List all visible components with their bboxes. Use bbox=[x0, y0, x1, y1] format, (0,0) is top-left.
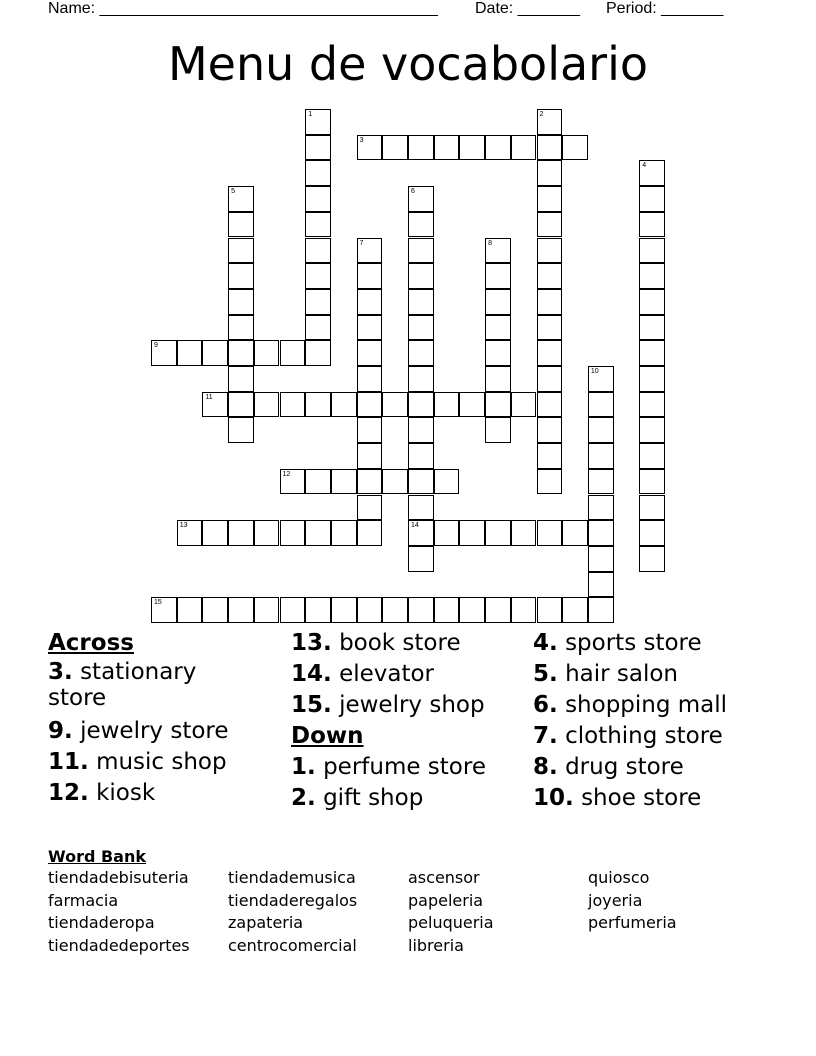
crossword-cell[interactable] bbox=[537, 443, 563, 469]
clue-number: 3 bbox=[359, 136, 364, 144]
crossword-cell[interactable] bbox=[485, 597, 511, 623]
crossword-cell[interactable] bbox=[639, 186, 665, 212]
crossword-cell[interactable] bbox=[228, 520, 254, 546]
crossword-cell[interactable] bbox=[485, 417, 511, 443]
clue-down-4: 4. sports store bbox=[533, 630, 702, 656]
crossword-cell[interactable] bbox=[459, 520, 485, 546]
crossword-cell[interactable] bbox=[254, 520, 280, 546]
crossword-cell[interactable] bbox=[357, 366, 383, 392]
clue-number: 9 bbox=[154, 342, 158, 350]
crossword-cell[interactable] bbox=[537, 597, 563, 623]
crossword-cell[interactable] bbox=[588, 392, 614, 418]
crossword-cell[interactable] bbox=[408, 417, 434, 443]
crossword-cell[interactable] bbox=[280, 469, 306, 495]
crossword-cell[interactable] bbox=[202, 392, 228, 418]
crossword-cell[interactable] bbox=[485, 315, 511, 341]
crossword-cell[interactable] bbox=[639, 392, 665, 418]
crossword-cell[interactable] bbox=[305, 186, 331, 212]
clue-across-3: 3. stationary store bbox=[48, 659, 197, 711]
word-bank-word: tiendadedeportes bbox=[48, 935, 190, 955]
crossword-cell[interactable] bbox=[357, 597, 383, 623]
crossword-cell[interactable] bbox=[562, 597, 588, 623]
crossword-cell[interactable] bbox=[485, 238, 511, 264]
clue-down-7: 7. clothing store bbox=[533, 723, 723, 749]
word-bank-column-1 bbox=[48, 867, 190, 957]
crossword-cell[interactable] bbox=[639, 366, 665, 392]
crossword-cell[interactable] bbox=[280, 520, 306, 546]
crossword-cell[interactable] bbox=[511, 392, 537, 418]
crossword-cell[interactable] bbox=[639, 443, 665, 469]
crossword-cell[interactable] bbox=[254, 597, 280, 623]
word-bank-title: Word Bank bbox=[48, 847, 147, 866]
crossword-cell[interactable] bbox=[305, 263, 331, 289]
clue-number: 6 bbox=[411, 188, 415, 196]
word-bank-word: tiendaderopa bbox=[48, 913, 155, 932]
crossword-cell[interactable] bbox=[537, 417, 563, 443]
word-bank-word: libreria bbox=[408, 935, 464, 955]
crossword-cell[interactable] bbox=[408, 135, 434, 161]
crossword-cell[interactable] bbox=[357, 135, 383, 161]
crossword-cell[interactable] bbox=[588, 443, 614, 469]
crossword-cell[interactable] bbox=[177, 520, 203, 546]
crossword-cell[interactable] bbox=[177, 340, 203, 366]
crossword-cell[interactable] bbox=[305, 160, 331, 186]
crossword-cell[interactable] bbox=[305, 109, 331, 135]
crossword-cell[interactable] bbox=[228, 263, 254, 289]
clue-across-15: 15. jewelry shop bbox=[291, 692, 485, 718]
name-field[interactable]: Name: ______________________________________ bbox=[48, 0, 438, 17]
crossword-cell[interactable] bbox=[408, 212, 434, 238]
crossword-cell[interactable] bbox=[228, 238, 254, 264]
crossword-cell[interactable] bbox=[408, 392, 434, 418]
crossword-cell[interactable] bbox=[382, 392, 408, 418]
date-field[interactable]: Date: _______ bbox=[475, 0, 580, 17]
down-heading: Down bbox=[291, 723, 364, 749]
crossword-cell[interactable] bbox=[305, 212, 331, 238]
crossword-cell[interactable] bbox=[588, 546, 614, 572]
crossword-cell[interactable] bbox=[434, 520, 460, 546]
crossword-cell[interactable] bbox=[228, 392, 254, 418]
crossword-cell[interactable] bbox=[485, 366, 511, 392]
crossword-cell[interactable] bbox=[280, 392, 306, 418]
crossword-cell[interactable] bbox=[357, 417, 383, 443]
crossword-cell[interactable] bbox=[639, 417, 665, 443]
crossword-cell[interactable] bbox=[408, 443, 434, 469]
crossword-cell[interactable] bbox=[485, 340, 511, 366]
crossword-cell[interactable] bbox=[639, 520, 665, 546]
crossword-cell[interactable] bbox=[408, 366, 434, 392]
crossword-cell[interactable] bbox=[228, 212, 254, 238]
crossword-cell[interactable] bbox=[639, 546, 665, 572]
crossword-cell[interactable] bbox=[305, 520, 331, 546]
crossword-cell[interactable] bbox=[511, 520, 537, 546]
crossword-cell[interactable] bbox=[639, 315, 665, 341]
word-bank-column-3 bbox=[408, 867, 494, 957]
crossword-cell[interactable] bbox=[305, 289, 331, 315]
crossword-cell[interactable] bbox=[537, 186, 563, 212]
word-bank-column-4 bbox=[588, 867, 677, 935]
crossword-cell[interactable] bbox=[537, 212, 563, 238]
crossword-cell[interactable] bbox=[537, 289, 563, 315]
crossword-cell[interactable] bbox=[459, 392, 485, 418]
word-bank-word: peluqueria bbox=[408, 913, 494, 932]
crossword-cell[interactable] bbox=[511, 135, 537, 161]
crossword-cell[interactable] bbox=[357, 289, 383, 315]
clue-down-2: 2. gift shop bbox=[291, 785, 424, 811]
period-field[interactable]: Period: _______ bbox=[606, 0, 724, 17]
crossword-cell[interactable] bbox=[331, 597, 357, 623]
crossword-cell[interactable] bbox=[485, 520, 511, 546]
crossword-cell[interactable] bbox=[537, 366, 563, 392]
crossword-cell[interactable] bbox=[639, 238, 665, 264]
crossword-cell[interactable] bbox=[588, 520, 614, 546]
word-bank-word: perfumeria bbox=[588, 913, 677, 932]
crossword-cell[interactable] bbox=[639, 340, 665, 366]
crossword-cell[interactable] bbox=[588, 417, 614, 443]
crossword-cell[interactable] bbox=[588, 597, 614, 623]
clue-number: 2 bbox=[539, 111, 544, 118]
clue-across-14: 14. elevator bbox=[291, 661, 435, 687]
clue-number: 4 bbox=[642, 162, 647, 170]
crossword-cell[interactable] bbox=[408, 289, 434, 315]
crossword-cell[interactable] bbox=[537, 263, 563, 289]
crossword-cell[interactable] bbox=[562, 520, 588, 546]
clue-down-1: 1. perfume store bbox=[291, 754, 486, 780]
word-bank-word: farmacia bbox=[48, 890, 119, 910]
crossword-cell[interactable] bbox=[485, 135, 511, 161]
clue-number: 12 bbox=[282, 470, 291, 478]
crossword-cell[interactable] bbox=[408, 186, 434, 212]
crossword-cell[interactable] bbox=[254, 392, 280, 418]
crossword-cell[interactable] bbox=[357, 315, 383, 341]
clue-down-5: 5. hair salon bbox=[533, 661, 679, 687]
crossword-cell[interactable] bbox=[305, 340, 331, 366]
crossword-cell[interactable] bbox=[639, 160, 665, 186]
crossword-cell[interactable] bbox=[357, 469, 383, 495]
clue-number: 7 bbox=[359, 239, 364, 247]
crossword-cell[interactable] bbox=[357, 392, 383, 418]
crossword-cell[interactable] bbox=[485, 289, 511, 315]
crossword-cell[interactable] bbox=[202, 597, 228, 623]
crossword-cell[interactable] bbox=[537, 340, 563, 366]
crossword-cell[interactable] bbox=[202, 520, 228, 546]
crossword-cell[interactable] bbox=[305, 392, 331, 418]
crossword-cell[interactable] bbox=[537, 469, 563, 495]
clue-down-6: 6. shopping mall bbox=[533, 692, 728, 718]
crossword-cell[interactable] bbox=[408, 546, 434, 572]
crossword-cell[interactable] bbox=[537, 109, 563, 135]
crossword-cell[interactable] bbox=[382, 135, 408, 161]
clue-number: 14 bbox=[411, 522, 419, 530]
crossword-cell[interactable] bbox=[151, 597, 177, 623]
crossword-cell[interactable] bbox=[639, 263, 665, 289]
crossword-cell[interactable] bbox=[357, 238, 383, 264]
crossword-cell[interactable] bbox=[305, 238, 331, 264]
clues-column-2 bbox=[291, 628, 486, 814]
crossword-cell[interactable] bbox=[562, 135, 588, 161]
crossword-cell[interactable] bbox=[382, 469, 408, 495]
clue-number: 11 bbox=[205, 393, 213, 401]
crossword-cell[interactable] bbox=[228, 417, 254, 443]
crossword-cell[interactable] bbox=[228, 340, 254, 366]
crossword-cell[interactable] bbox=[511, 597, 537, 623]
crossword-cell[interactable] bbox=[639, 289, 665, 315]
crossword-cell[interactable] bbox=[434, 469, 460, 495]
word-bank-word: tiendademusica bbox=[228, 868, 356, 887]
crossword-cell[interactable] bbox=[485, 392, 511, 418]
clue-number: 13 bbox=[179, 522, 188, 530]
clue-down-10: 10. shoe store bbox=[533, 785, 702, 811]
crossword-cell[interactable] bbox=[459, 135, 485, 161]
crossword-cell[interactable] bbox=[305, 597, 331, 623]
crossword-cell[interactable] bbox=[280, 597, 306, 623]
clues-column-3 bbox=[533, 628, 727, 814]
clue-across-11: 11. music shop bbox=[48, 749, 227, 775]
word-bank-word: centrocomercial bbox=[228, 935, 357, 955]
crossword-cell[interactable] bbox=[331, 392, 357, 418]
crossword-cell[interactable] bbox=[434, 597, 460, 623]
crossword-cell[interactable] bbox=[357, 495, 383, 521]
clue-down-8: 8. drug store bbox=[533, 754, 684, 780]
crossword-cell[interactable] bbox=[254, 340, 280, 366]
crossword-cell[interactable] bbox=[537, 135, 563, 161]
word-bank-word: tiendaderegalos bbox=[228, 890, 358, 910]
crossword-cell[interactable] bbox=[228, 597, 254, 623]
crossword-cell[interactable] bbox=[202, 340, 228, 366]
crossword-cell[interactable] bbox=[305, 315, 331, 341]
crossword-cell[interactable] bbox=[434, 135, 460, 161]
crossword-cell[interactable] bbox=[408, 597, 434, 623]
crossword-cell[interactable] bbox=[151, 340, 177, 366]
clue-across-13: 13. book store bbox=[291, 630, 461, 656]
clue-number: 1 bbox=[308, 111, 313, 118]
crossword-cell[interactable] bbox=[228, 366, 254, 392]
crossword-cell[interactable] bbox=[331, 469, 357, 495]
crossword-cell[interactable] bbox=[408, 340, 434, 366]
clue-number: 10 bbox=[590, 368, 599, 375]
word-bank-word: papeleria bbox=[408, 890, 484, 910]
clue-across-9: 9. jewelry store bbox=[48, 718, 229, 744]
clue-across-12: 12. kiosk bbox=[48, 780, 156, 806]
crossword-cell[interactable] bbox=[588, 366, 614, 392]
crossword-cell[interactable] bbox=[357, 443, 383, 469]
crossword-cell[interactable] bbox=[228, 186, 254, 212]
crossword-cell[interactable] bbox=[639, 469, 665, 495]
word-bank-word: ascensor bbox=[408, 868, 480, 887]
crossword-cell[interactable] bbox=[639, 212, 665, 238]
crossword-cell[interactable] bbox=[408, 520, 434, 546]
crossword-cell[interactable] bbox=[177, 597, 203, 623]
crossword-cell[interactable] bbox=[305, 469, 331, 495]
clues-column-1 bbox=[48, 628, 258, 809]
crossword-cell[interactable] bbox=[537, 238, 563, 264]
crossword-cell[interactable] bbox=[280, 340, 306, 366]
crossword-cell[interactable] bbox=[588, 469, 614, 495]
crossword-cell[interactable] bbox=[408, 469, 434, 495]
crossword-cell[interactable] bbox=[537, 392, 563, 418]
crossword-cell[interactable] bbox=[305, 135, 331, 161]
crossword-cell[interactable] bbox=[588, 572, 614, 598]
crossword-cell[interactable] bbox=[408, 315, 434, 341]
crossword-cell[interactable] bbox=[537, 160, 563, 186]
word-bank-word: tiendadebisuteria bbox=[48, 868, 189, 887]
crossword-cell[interactable] bbox=[357, 263, 383, 289]
crossword-cell[interactable] bbox=[228, 289, 254, 315]
word-bank-word: zapateria bbox=[228, 913, 304, 932]
crossword-cell[interactable] bbox=[408, 263, 434, 289]
crossword-cell[interactable] bbox=[639, 495, 665, 521]
across-heading: Across bbox=[48, 630, 134, 656]
word-bank-word: quiosco bbox=[588, 868, 650, 887]
crossword-cell[interactable] bbox=[228, 315, 254, 341]
crossword-cell[interactable] bbox=[408, 495, 434, 521]
crossword-cell[interactable] bbox=[357, 520, 383, 546]
clue-number: 15 bbox=[154, 599, 162, 607]
crossword-cell[interactable] bbox=[382, 597, 408, 623]
crossword-cell[interactable] bbox=[588, 495, 614, 521]
crossword-cell[interactable] bbox=[537, 315, 563, 341]
word-bank-column-2 bbox=[228, 867, 357, 957]
crossword-cell[interactable] bbox=[485, 263, 511, 289]
crossword-cell[interactable] bbox=[434, 392, 460, 418]
word-bank-word: joyeria bbox=[588, 890, 643, 910]
crossword-cell[interactable] bbox=[408, 238, 434, 264]
crossword-cell[interactable] bbox=[537, 520, 563, 546]
crossword-cell[interactable] bbox=[331, 520, 357, 546]
page-title: Menu de vocabolario bbox=[167, 37, 649, 91]
crossword-cell[interactable] bbox=[357, 340, 383, 366]
clue-number: 8 bbox=[488, 239, 492, 247]
crossword-cell[interactable] bbox=[459, 597, 485, 623]
clue-number: 5 bbox=[231, 188, 235, 196]
